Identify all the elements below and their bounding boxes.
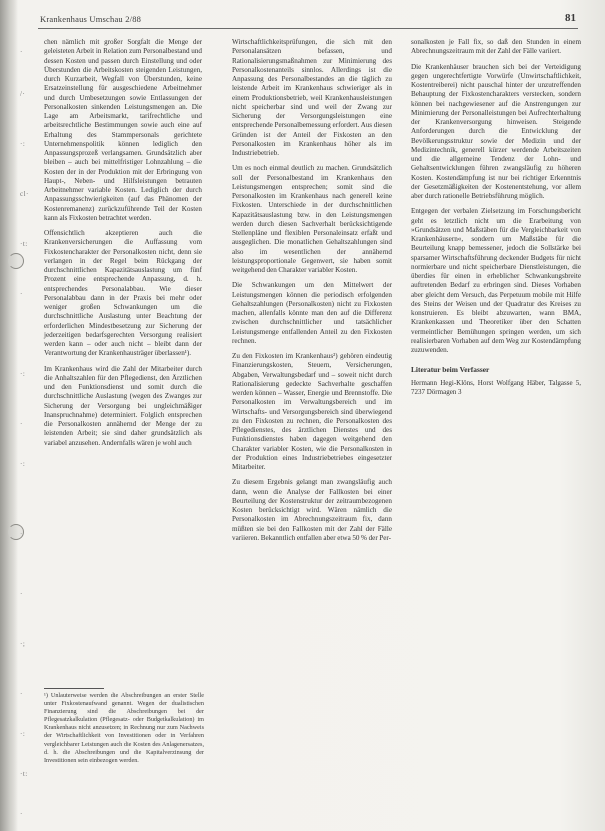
margin-mark: · bbox=[20, 810, 23, 818]
author-heading: Literatur beim Verfasser bbox=[411, 365, 490, 375]
paragraph: Die Krankenhäuser brauchen sich bei der Verteidigung gegen ungerechtfertigte Vorwürfe (Unwirtschaftlichkeit, Kostentreiberei) nicht pauschal hinter der unzutreffenden Behauptung der Fixkostencharakters verstecken, sondern können bei nachgewiesener auf die Anstrengungen zur Minimierung der Personalleistungen bei Aufrechterhaltung der Krankenversorgung hinweisen. Steigende Anforderungen durch die Entwicklung der Bevölkerungsstruktur sowie der Medizin und der Medizintechnik, generell kürzer werdende Arbeitszeiten und die allgemeine Tendenz der Lohn- und Gehaltsentwicklungen führen zwangsläufig zu höheren Kosten. Kostendämpfung ist nur bei richtiger Erkenntnis der Gesetzmäßigkeiten der Kostenentstehung, vor allem aber durch rationelle Betriebsführung möglich. bbox=[411, 62, 581, 200]
running-header bbox=[28, 14, 590, 28]
text-column-middle bbox=[232, 38, 392, 549]
paragraph: Im Krankenhaus wird die Zahl der Mitarbeiter durch die Anhaltszahlen für den Pflegedienst, den Ärztlichen und den Funktionsdienst und somit durch die durchschnittliche Auslastung (wegen des Zwanges zur Sicherung der Versorgung bei ungleichmäßiger Inanspruchnahme) determiniert. Folglich entsprechen die Personalkosten annähernd der Menge der zu leistenden Arbeit; sie sind daher grundsätzlich als variabel anzusehen. Andernfalls wären je wohl auch bbox=[44, 364, 202, 447]
text-column-left bbox=[44, 38, 202, 454]
paragraph: chen nämlich mit großer Sorgfalt die Menge der geleisteten Arbeit in Relation zum Personalbestand und dessen Kosten und passen durch Einstellung und oder Überstunden die Arbeitskosten steigenden Leistungen, durch Kurzarbeit, Wegfall von Überstunden, keine Ersatzeinstellung für ausgeschiedene Arbeitnehmer und durch Umbesetzungen sowie Entlassungen der Personalkosten sinkenden Leistungsmengen an. Die Lage am Arbeitsmarkt, tarifrechtliche und arbeitsrechtliche Bestimmungen sowie auch eine auf Erhaltung des Stammpersonals gerichtete Unternehmenspolitik können lediglich den Anpassungsprozeß verlangsamen. Grundsätzlich aber bleiben – auch bei mittelfristiger Lohnzahlung – die Kosten der in der Produktion mit der Erbringung von Haupt-, Neben- und Hilfsleistungen betrauten Arbeitnehmer variable Kosten. Lediglich der durch Anpassungsschwierigkeiten (auf das Phänomen der Kostenremanenz) zurückzuführende Teil der Kosten kann als Fixkosten betrachtet werden. bbox=[44, 38, 202, 222]
footnote-rule bbox=[44, 688, 104, 689]
margin-mark: · bbox=[20, 590, 23, 598]
paragraph: sonalkosten je Fall fix, so daß den Stunden in einem Abrechnungszeitraum mit der Zahl der Fälle variiert. bbox=[411, 38, 581, 56]
journal-title: Krankenhaus Umschau 2/88 bbox=[40, 14, 142, 24]
margin-mark: cl· bbox=[20, 190, 29, 198]
text-column-right bbox=[411, 38, 581, 397]
margin-mark: · bbox=[20, 530, 23, 538]
left-margin-marks bbox=[20, 30, 42, 820]
margin-mark: ·: bbox=[20, 730, 26, 738]
paragraph: Offensichtlich akzeptieren auch die Krankenversicherungen die Auffassung vom Fixkostencharakter der Personalkosten nicht, denn sie verlangen in der Regel beim Rückgang der durchschnittlichen Kapazitätsauslastung um fünf Prozent eine entsprechende Anpassung, d. h. entsprechendes Personalabbau. Wie dieser Personalabbau dann in der Praxis bei mehr oder weniger großen Schwankungen um die durchschnittliche Auslastung unter Beachtung der erforderlichen Mindestbesetzung zur Sicherung der jederzeitigen bedarfsgerechten Versorgung realisiert werden kann – oder auch nicht – bleibt dann der Verantwortung der Krankenhausträger überlassen¹). bbox=[44, 229, 202, 358]
margin-mark: · bbox=[20, 690, 23, 698]
page-number: 81 bbox=[565, 12, 576, 24]
margin-mark: ·: bbox=[20, 140, 26, 148]
punch-hole-lower bbox=[8, 524, 24, 540]
paragraph: Wirtschaftlichkeitsprüfungen, die sich mit den Personalansätzen befassen, und Rationalisierungsmaßnahmen zur Minimierung des Personalkostenanteils sinnlos. Allerdings ist die Anpassung des Personalbestandes an die täglich zu leistende Arbeit im Krankenhaus schwieriger als in einem Produktionsbetrieb, weil Krankenhausleistungen nicht speicherbar sind und weil der Zwang zur Sicherung der Versorgungsleistungen eine entsprechende Personalbemessung erfordert. Aus diesen Gründen ist der Anteil der Fixkosten an den Personalkosten im Krankenhaus höher als im Industriebetrieb. bbox=[232, 38, 392, 157]
binding-shadow bbox=[0, 0, 18, 831]
margin-mark: · bbox=[20, 48, 23, 56]
paragraph: Um es noch einmal deutlich zu machen. Grundsätzlich soll der Personalbestand im Krankenhaus den Leistungsmengen entsprechen; somit sind die Personalkosten im Krankenhaus nach generell keine Fixkosten. Unterschiede in der durchschnittlichen Kapazitätsauslastung bzw. in den Leistungsmengen werden durch diesen Sachverhalt berücksichtigende Stellenpläne und flexiblen Personaleinsatz erfaßt und ausgeglichen. Die monatlichen Gehaltszahlungen sind also im wesentlichen der annähernd leistungsproportionale Gegenwert, sie haben somit weitgehend den Charakter variabler Kosten. bbox=[232, 164, 392, 274]
paragraph: Die Schwankungen um den Mittelwert der Leistungsmengen können die periodisch erfolgenden Gehaltszahlungen (Personalkosten) nicht zu Fixkosten machen, allenfalls könnte man den auf die Differenz zwischen durchschnittlicher und tatsächlicher Leistungsmenge entfallenden Anteil zu den Fixkosten rechnen. bbox=[232, 281, 392, 345]
margin-mark: · bbox=[20, 420, 23, 428]
punch-hole-upper bbox=[8, 253, 24, 269]
footnote: ¹) Unlauterweise werden die Abschreibungen an erster Stelle unter Fixkostenaufwand genannt. Wegen der dualistischen Finanzierung sind die Abschreibungen bei der Pflegesatzkalkulation (Pflegesatz- oder Budgetkalkulation) im Krankenhaus nicht anzusetzen; in Rechnung nur zum Nachweis der Wirtschaftlichkeit von Investitionen oder in Verfahren vergleichbarer Leistungen auch die Kosten des Anlagenersatzes, d. h. die Abschreibungen und die Kapitalverzinsung der Investitionen sein einbezogen werden. bbox=[44, 692, 204, 764]
margin-mark: ·: bbox=[20, 370, 26, 378]
margin-mark: · bbox=[20, 290, 23, 298]
margin-mark: /· bbox=[20, 90, 26, 98]
author-address: Hermann Hegi-Klöns, Horst Wolfgang Häber, Talgasse 5, 7237 Dörmagen 3 bbox=[411, 378, 581, 396]
margin-mark: ·: bbox=[20, 460, 26, 468]
paragraph: Entgegen der verbalen Zielsetzung im Forschungsbericht geht es letztlich nicht um die Erarbeitung von »Grundsätzen und Maßstäben für die Vergleichbarkeit von Krankenhäusern«, sondern um Maßstäbe für die Beurteilung knapp bemessener, jedoch die Sollstärke bei sparsamer Wirtschaftsführung deckender Budgets für nicht normierbare und nicht speicherbare Dienstleistungen, die überdies für einen in erheblicher Schwankungsbreite auftretenden Bedarf zu erbringen sind. Dieses Vorhaben aber gleicht dem Versuch, das Perpetuum mobile mit Hilfe des Steins der Weisen und der Quadratur des Kreises zu konstruieren. Es bleibt abzuwarten, wann BMA, Krankenkassen und Theoretiker über den Schatten vermeintlicher Bemühungen springen werden, um sich realisierbaren Vorhaben auf dem Weg zur Kostendämpfung zuzuwenden. bbox=[411, 207, 581, 354]
header-rule bbox=[38, 28, 578, 29]
paragraph: Zu diesem Ergebnis gelangt man zwangsläufig auch dann, wenn die Analyse der Fallkosten bei einer Beurteilung der Kostenstruktur der zeitraumbezogenen Kosten berücksichtigt wird. Wären nämlich die Personalkosten im Abrechnungszeitraum fix, dann müßten sie bei den Fallkosten mit der Zahl der Fälle variieren. Bekanntlich entfallen aber etwa 50 % der Per- bbox=[232, 478, 392, 542]
paragraph: Zu den Fixkosten im Krankenhaus²) gehören eindeutig Finanzierungskosten, Steuern, Versicherungen, Abgaben, Verwaltungsbedarf und – soweit nicht durch Rationalisierung gedeckte Sachverhalte geschaffen werden können – Wasser, Energie und Brennstoffe. Die Personalkosten im Verwaltungsbereich und im Wirtschafts- und Versorgungsbereich sind überwiegend zu den Fixkosten zu rechnen, die Personalkosten des Pflegedienstes, des ärztlichen Dienstes und des Funktionsdienstes haben dagegen weitgehend den Charakter variabler Kosten, wie die Personalkosten in der Produktion eines Industriebetriebes eingesetzter Mitarbeiter. bbox=[232, 352, 392, 471]
margin-mark: ·; bbox=[20, 640, 26, 648]
margin-mark: ·t: bbox=[20, 240, 28, 248]
margin-mark: ·t: bbox=[20, 770, 28, 778]
